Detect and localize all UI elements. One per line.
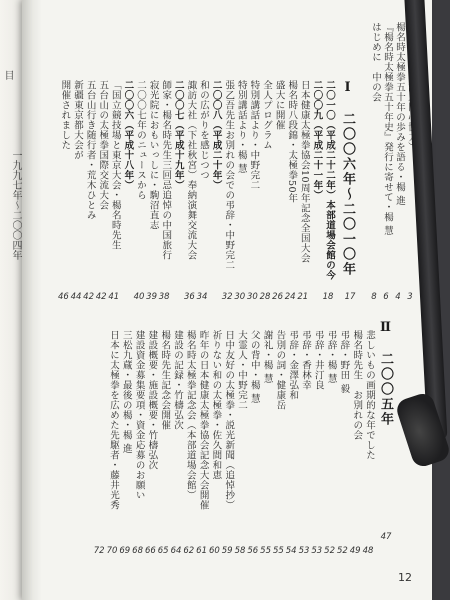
toc-entry: 弔辞・香林幸: [300, 330, 311, 390]
toc-year-heading: 二〇〇八（平成二十年）: [210, 80, 222, 190]
toc-entry: 楊名時太極拳記念会（本部道場会館）: [184, 330, 196, 500]
page-number: 58: [234, 546, 246, 556]
page-number: 52: [336, 546, 348, 556]
toc-entry: はじめに 中の会: [370, 22, 381, 102]
toc-year-heading: 二〇〇七（平成十九年）: [172, 80, 184, 190]
page-number: 32: [221, 292, 233, 302]
page-number: 4: [395, 292, 401, 302]
page-number: 17: [344, 292, 356, 302]
toc-entry: 楊名時八段錦・太極拳50年: [286, 80, 298, 204]
toc-entry: 特別講話より・楊 慧: [235, 80, 247, 174]
toc-entry: 悲しいもの画期的な年でした: [364, 330, 375, 460]
page-number: 65: [157, 546, 169, 556]
page-number: 47: [380, 532, 392, 542]
toc-entry: 弔辞・野田 毅: [338, 330, 350, 394]
toc-entry: 楊名時太極拳五十年の歩みを語る・楊 進: [394, 22, 405, 206]
toc-entry: 諏訪大社（下社秋宮）奉納演舞交流大会: [185, 80, 197, 260]
page-number: 61: [196, 546, 207, 556]
folio-page-number: 12: [398, 571, 412, 584]
page-number: 41: [108, 292, 120, 302]
page-number: 42: [83, 292, 94, 302]
toc-entry: 盛大に開催: [273, 80, 285, 130]
toc-entry: 開催されました: [59, 80, 71, 150]
page-number: 53: [298, 546, 310, 556]
page-number: 52: [324, 546, 335, 556]
toc-entry: 新疆東京都大会が: [72, 80, 83, 160]
toc-entry: 五台山行き随行者・荒木ひとみ: [84, 80, 96, 220]
page-gutter: [22, 0, 42, 600]
toc-entry: 日本健康太極拳協会10周年記念全国大会: [298, 80, 310, 264]
page-number: 72: [93, 546, 105, 556]
toc-entry: 全人プログラム: [261, 80, 272, 150]
toc-page: [22, 0, 432, 600]
page-number: 8: [371, 292, 377, 302]
toc-entry: 楊名時先生記念会開催: [159, 330, 171, 430]
toc-entry: 建設概要・施設概要・竹檮弘次: [146, 330, 158, 470]
toc-entry: 弔辞・楊 慧: [325, 330, 337, 384]
page-number: 55: [260, 546, 271, 556]
toc-entry: 三松九蔵・最後の楊・楊 進: [120, 330, 132, 454]
page-number: 55: [272, 546, 284, 556]
page-number: 68: [132, 546, 143, 556]
left-page-column: 一九九七年〜二〇〇四年: [10, 150, 21, 260]
toc-entry: 『楊名時太極拳五十年史』発行に寄せて・楊 慧: [382, 22, 393, 236]
toc-year-heading: 二〇〇九（平成二十一年）: [311, 80, 323, 200]
toc-entry: 日本に太極拳を広めた先駆者・藤井光秀: [108, 330, 119, 510]
page-number: 70: [106, 546, 118, 556]
page-number: 42: [95, 292, 107, 302]
page-number: 34: [196, 292, 208, 302]
left-page-column: 目: [2, 70, 13, 80]
page-number: 21: [297, 292, 309, 302]
page-number: 60: [208, 546, 220, 556]
toc-year-heading: 二〇一〇（平成二十二年）本部道場会館の今: [324, 80, 335, 280]
page-number: 59: [221, 546, 233, 556]
toc-entry: 大霊人・中野完二: [236, 330, 247, 410]
page-number: 62: [183, 546, 195, 556]
page-number: 30: [234, 292, 246, 302]
toc-entry: 「国立競技場と東京大会・楊名時先生: [109, 80, 121, 250]
toc-entry: 五台山の太極拳国際交流大会: [97, 80, 109, 210]
page-number: 49: [349, 546, 361, 556]
page-number: 56: [247, 546, 259, 556]
page-number: 46: [57, 292, 69, 302]
toc-entry: 建設の記録・竹檮弘次: [172, 330, 183, 430]
toc-entry: 寂光院におもいっしに・駒沼直志: [147, 80, 159, 230]
toc-entry: 日中友好の太極拳・説光新聞（追悼抄）: [223, 330, 235, 510]
toc-entry: 特別講話より・中野完二: [248, 80, 260, 190]
page-number: 48: [362, 546, 374, 556]
toc-entry: 弔辞・井汀良: [312, 330, 324, 390]
page-number: 30: [246, 292, 258, 302]
page-number: 24: [284, 292, 296, 302]
page-number: 40: [133, 292, 145, 302]
page-number: 26: [272, 292, 283, 302]
toc-entry: 告別の詞・健康岳: [274, 330, 286, 410]
page-number: 3: [407, 292, 413, 302]
toc-entry: 張乙吾先生お別れの会での弔辞・中野完二: [223, 80, 235, 270]
page-number: 39: [146, 292, 157, 302]
toc-entry: 和の広がりを感じつつ: [198, 80, 209, 180]
section-title: Ⅰ 二〇〇六年〜二〇一〇年: [340, 80, 355, 277]
toc-entry: 二〇〇七年のニュースから: [135, 80, 146, 200]
page-number: 69: [119, 546, 131, 556]
page-number: 18: [322, 292, 334, 302]
toc-entry: 謝礼・楊 慧: [261, 330, 273, 384]
toc-entry: 昨年の日本健康太極拳協会記念大会開催: [197, 330, 209, 510]
toc-entry: 建設資金募集要項・資金応募のお願い: [133, 330, 145, 500]
page-number: 54: [285, 546, 297, 556]
page-number: 6: [383, 292, 389, 302]
toc-entry: 師家・楊名時先生三回忌追悼の中国旅行: [160, 80, 172, 260]
page-number: 44: [70, 292, 82, 302]
page-number: 66: [144, 546, 156, 556]
toc-entry: 楊名時先生 お別れの会: [351, 330, 363, 440]
toc-entry: 弔辞・金澤弘和: [287, 330, 299, 400]
page-number: 64: [170, 546, 182, 556]
section-title: Ⅱ 二〇〇五年: [378, 320, 393, 427]
toc-entry: 祈りない和の太極拳・佐久間和恵: [210, 330, 222, 480]
toc-entry: 父の背中・楊 慧: [248, 330, 260, 404]
page-number: 38: [158, 292, 170, 302]
toc-year-heading: 二〇〇六（平成十八年）: [122, 80, 134, 190]
page-number: 36: [183, 292, 195, 302]
page-number: 28: [259, 292, 271, 302]
page-number: 53: [311, 546, 323, 556]
